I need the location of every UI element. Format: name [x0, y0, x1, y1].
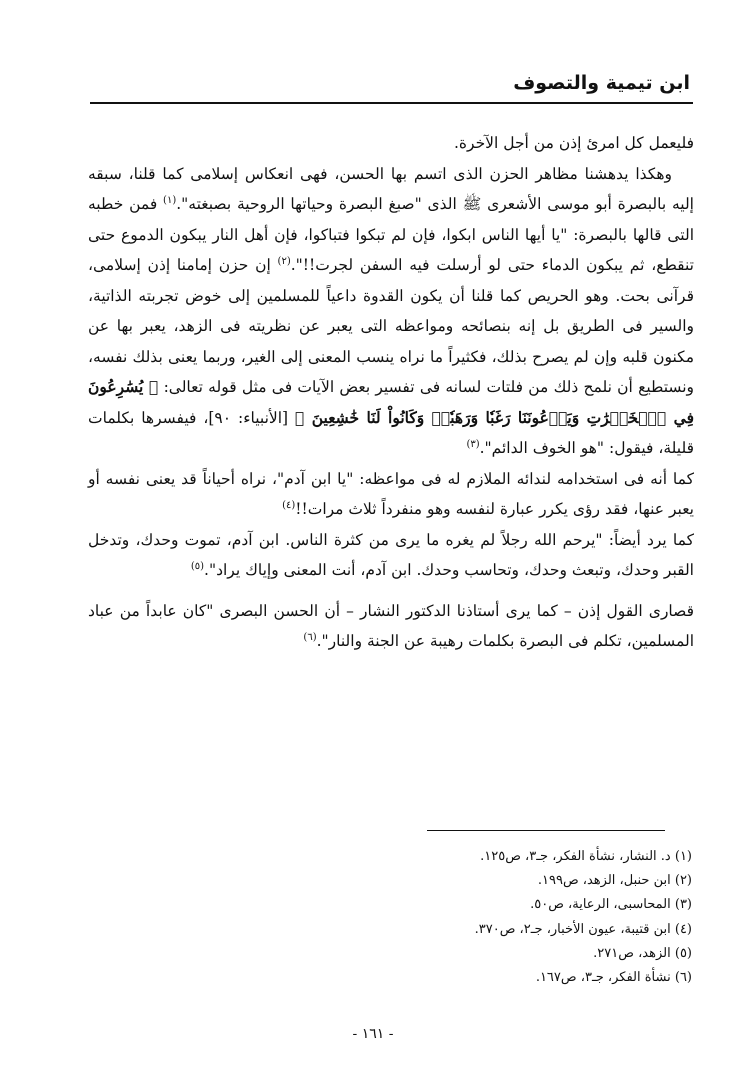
paragraph-1 [88, 128, 694, 159]
footnote-separator [427, 830, 665, 831]
paragraph-2-text-d: [الأنبياء: ٩٠]، فيفسرها بكلمات قليلة، فيقول: "هو الخوف الدائم". [88, 408, 694, 457]
footnote-ref-4[interactable]: (٤) [282, 499, 296, 511]
paragraph-3 [88, 464, 694, 525]
paragraph-3-text: كما أنه فى استخدامه لندائه الملازم له فى مواعظه: "يا ابن آدم"، نراه أحياناً قد يعنى نفسه أو يعبر عنها، فقد رؤى يكرر عبارة لنفسه وهو منفرداً ثلاث مرات!! [88, 469, 694, 518]
paragraph-4-text: كما يرد أيضاً: "يرحم الله رجلاً لم يغره ما يرى من كثرة الناس. ابن آدم، تموت وحدك، وتدخل القبر وحدك، وتبعث وحدك، وتحاسب وحدك. ابن آدم، أنت المعنى وإياك يراد". [88, 530, 694, 579]
page-number: - ١٦١ - [352, 1026, 394, 1042]
footnote-6: (٦) نشأة الفكر، جـ٣، ص١٦٧. [535, 970, 692, 986]
footnote-4: (٤) ابن قتيبة، عيون الأخبار، جـ٢، ص٣٧٠. [474, 921, 692, 937]
paragraph-2 [88, 159, 694, 464]
paragraph-5 [88, 596, 694, 657]
paragraph-1-text: فليعمل كل امرئ إذن من أجل الآخرة. [453, 134, 694, 152]
paragraph-2-text-a: وهكذا يدهشنا مظاهر الحزن الذى اتسم بها الحسن، فهى انعكاس إسلامى كما قلنا، سبقه إليه بالبصرة أبو موسى الأشعرى ﷺ الذى "صبغ البصرة وحياتها الروحية بصبغته". [88, 164, 694, 213]
header-title: ابن تيمية والتصوف [513, 72, 690, 94]
paragraph-2-text-c: إن حزن إمامنا إذن إسلامى، قرآنى بحت. وهو الحريص كما قلنا أن يكون القدوة داعياً للمسلمين إلى خوض تجربته الذاتية، والسير فى الطريق بل إنه بنصائحه ومواعظه التى يعبر عن نظريته فى الزهد، يعبر بها عن مكنون قلبه وإن لم يصرح بذلك، فكثيراً ما نراه ينسب المعنى إلى الغير، وربما يعنى بذلك نفسه، ونستطيع أن نلمح ذلك من فلتات لسانه فى تفسير بعض الآيات فى مثل قوله تعالى: [88, 256, 695, 396]
footnotes [300, 845, 692, 990]
footnote-1: (١) د. النشار، نشأة الفكر، جـ٣، ص١٢٥. [480, 849, 692, 864]
running-header [90, 70, 690, 100]
footnote-3: (٣) المحاسبى، الرعاية، ص٥٠. [530, 897, 692, 913]
paragraph-5-text: قصارى القول إذن – كما يرى أستاذنا الدكتور النشار – أن الحسن البصرى "كان عابداً من عباد المسلمين، تكلم فى البصرة بكلمات رهيبة عن الجنة والنار". [88, 601, 694, 650]
quran-verse: ﴿ يُسَٰرِعُونَ فِي ٱلۡخَيۡرَٰتِ وَيَدۡعُونَنَا رَغَبٗا وَرَهَبٗاۖ وَكَانُواْ لَنَا خَٰشِعِينَ ﴾ [88, 377, 695, 427]
paragraph-2-text-b: فمن خطبه التى قالها بالبصرة: "يا أيها الناس ابكوا، فإن لم تبكوا فتباكوا، فإن أهل النار يبكون الدموع حتى تنقطع، ثم يبكون الدماء حتى لو أرسلت فيه السفن لجرت!!". [88, 195, 694, 274]
footnote-ref-6[interactable]: (٦) [303, 631, 317, 643]
header-rule [90, 102, 693, 104]
footnote-ref-5[interactable]: (٥) [190, 560, 205, 572]
main-text [88, 128, 694, 657]
footnote-ref-2[interactable]: (٢) [277, 255, 291, 267]
footnote-ref-1[interactable]: (١) [163, 194, 177, 206]
footnote-ref-3[interactable]: (٣) [466, 438, 480, 450]
footnote-2: (٢) ابن حنبل، الزهد، ص١٩٩. [537, 873, 692, 889]
paragraph-4 [88, 525, 694, 586]
footnote-5: (٥) الزهد، ص٢٧١. [593, 945, 692, 961]
